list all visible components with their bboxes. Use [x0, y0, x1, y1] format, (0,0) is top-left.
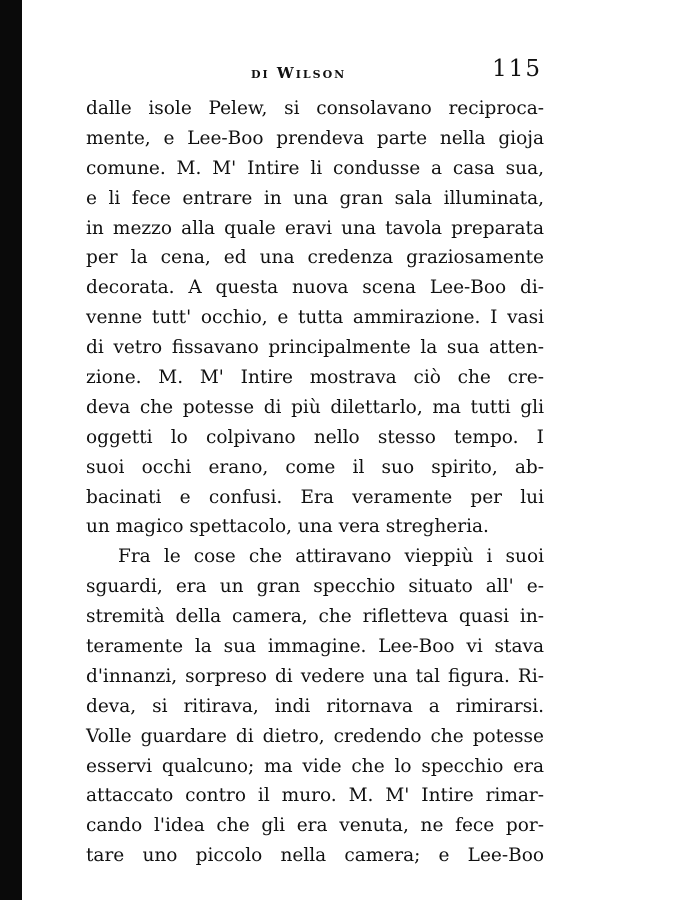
text-line: cando l'idea che gli era venuta, ne fece por-	[86, 815, 544, 837]
text-line: suoi occhi erano, come il suo spirito, ab-	[86, 456, 544, 478]
text-line: bacinati e confusi. Era veramente per lui	[86, 486, 544, 508]
running-head: di Wilson	[251, 64, 347, 82]
text-line: attaccato contro il muro. M. M' Intire rimar-	[86, 785, 544, 807]
book-spine-edge	[0, 0, 22, 900]
text-line: d'innanzi, sorpreso di vedere una tal figura. Ri-	[86, 665, 544, 687]
text-line: un magico spettacolo, una vera stregheria.	[86, 516, 489, 538]
text-line: mente, e Lee-Boo prendeva parte nella gioja	[86, 127, 544, 149]
text-line: deva, si ritirava, indi ritornava a rimirarsi.	[86, 695, 544, 717]
body-text	[86, 94, 544, 871]
text-line: e li fece entrare in una gran sala illuminata,	[86, 187, 544, 209]
text-line: Fra le cose che attiravano vieppiù i suoi	[118, 546, 544, 568]
text-line: esservi qualcuno; ma vide che lo specchio era	[86, 755, 544, 777]
text-line: dalle isole Pelew, si consolavano reciproca-	[86, 98, 544, 119]
page-header	[86, 56, 542, 88]
text-line: sguardi, era un gran specchio situato all' e-	[86, 576, 544, 598]
text-line: deva che potesse di più dilettarlo, ma tutti gli	[86, 396, 544, 418]
text-line: comune. M. M' Intire li condusse a casa sua,	[86, 157, 544, 179]
text-line: oggetti lo colpivano nello stesso tempo. I	[86, 426, 544, 448]
text-line: teramente la sua immagine. Lee-Boo vi stava	[86, 636, 544, 658]
text-line: per la cena, ed una credenza graziosamente	[86, 247, 544, 269]
text-line: stremità della camera, che rifletteva quasi in-	[86, 606, 544, 628]
text-line: tare uno piccolo nella camera; e Lee-Boo	[86, 845, 544, 867]
text-line: Volle guardare di dietro, credendo che potesse	[86, 725, 544, 747]
text-line: in mezzo alla quale eravi una tavola preparata	[86, 217, 544, 239]
text-line: di vetro fissavano principalmente la sua atten-	[86, 337, 544, 359]
text-line: zione. M. M' Intire mostrava ciò che cre-	[86, 367, 544, 389]
page-number: 115	[492, 56, 542, 82]
text-line: decorata. A questa nuova scena Lee-Boo di-	[86, 277, 544, 299]
text-line: venne tutt' occhio, e tutta ammirazione. I vasi	[86, 307, 544, 329]
